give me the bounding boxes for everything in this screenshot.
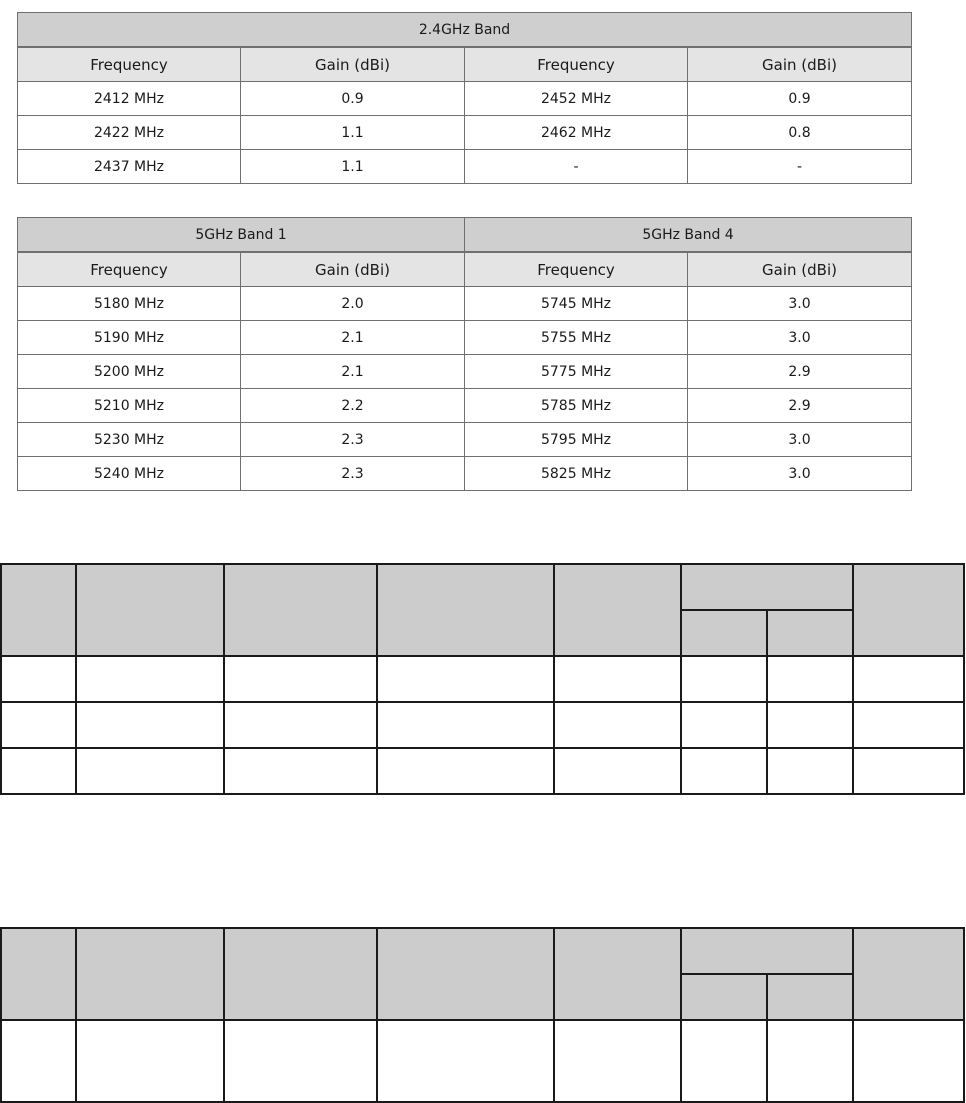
header-cell [554,564,681,656]
table-cell [76,702,224,748]
table-cell [76,1020,224,1102]
frequency-cell: 5230 MHz [18,423,241,457]
table-row [18,457,912,491]
column-header-frequency: Frequency [18,252,241,287]
table-cell [1,656,76,702]
table-row [1,1020,964,1102]
gain-cell: 3.0 [688,321,912,355]
table-cell [681,1020,767,1102]
frequency-cell: 5200 MHz [18,355,241,389]
table-cell [767,702,853,748]
band-header-row [18,218,912,253]
gain-cell: 2.1 [241,355,465,389]
table-cell [377,748,554,794]
header-cell [1,928,76,1020]
gain-cell: 2.0 [241,287,465,321]
table-row [18,355,912,389]
frequency-cell: 5180 MHz [18,287,241,321]
table-cell [224,748,377,794]
empty-table-2 [0,927,965,1103]
header-group-cell [681,564,853,610]
gain-cell: 2.9 [688,355,912,389]
gain-cell: 2.3 [241,423,465,457]
table-row [1,656,964,702]
table-cell [681,656,767,702]
table-row [1,748,964,794]
table-cell [853,702,964,748]
table-cell [1,1020,76,1102]
table-row [18,389,912,423]
table-cell [554,748,681,794]
table-cell [224,656,377,702]
empty-table-1 [0,563,965,795]
table-cell [853,1020,964,1102]
column-header-frequency: Frequency [465,47,688,82]
table-cell [767,1020,853,1102]
header-row [1,564,964,610]
table-cell [554,702,681,748]
column-header-gain: Gain (dBi) [241,47,465,82]
table-cell [681,748,767,794]
column-header-frequency: Frequency [465,252,688,287]
subheader-cell [767,610,853,656]
header-cell [76,564,224,656]
gain-cell: 0.9 [688,82,912,116]
table-cell [377,656,554,702]
frequency-cell: 2452 MHz [465,82,688,116]
header-cell [554,928,681,1020]
gain-cell: 0.9 [241,82,465,116]
gain-cell: 1.1 [241,150,465,184]
table-cell [1,702,76,748]
column-header-row [18,47,912,82]
frequency-cell: 2462 MHz [465,116,688,150]
table-row [1,702,964,748]
subheader-cell [681,974,767,1020]
frequency-cell: 2437 MHz [18,150,241,184]
frequency-cell: 2422 MHz [18,116,241,150]
gain-cell: 3.0 [688,457,912,491]
table-cell [767,748,853,794]
table-row [18,82,912,116]
frequency-cell: 5190 MHz [18,321,241,355]
table-cell [681,702,767,748]
header-cell [224,928,377,1020]
table-cell [377,702,554,748]
frequency-cell: 5210 MHz [18,389,241,423]
gain-table-2-4ghz [17,12,912,184]
gain-cell: 1.1 [241,116,465,150]
table-cell [554,1020,681,1102]
band-title-5ghz-band-4: 5GHz Band 4 [465,218,912,253]
table-row [18,150,912,184]
frequency-cell: 5785 MHz [465,389,688,423]
subheader-cell [767,974,853,1020]
frequency-cell: 5755 MHz [465,321,688,355]
table-cell [224,1020,377,1102]
gain-table-5ghz [17,217,912,491]
column-header-gain: Gain (dBi) [241,252,465,287]
frequency-cell: 5745 MHz [465,287,688,321]
table-cell [76,748,224,794]
table-row [18,423,912,457]
column-header-row [18,252,912,287]
header-cell [853,564,964,656]
band-header-row [18,13,912,48]
header-cell [1,564,76,656]
frequency-cell: 5795 MHz [465,423,688,457]
header-cell [76,928,224,1020]
gain-cell: 0.8 [688,116,912,150]
table-cell [377,1020,554,1102]
gain-cell: 2.1 [241,321,465,355]
gain-cell: - [688,150,912,184]
gain-cell: 3.0 [688,287,912,321]
table-cell [554,656,681,702]
header-cell [377,564,554,656]
frequency-cell: - [465,150,688,184]
table-row [18,287,912,321]
gain-cell: 3.0 [688,423,912,457]
table-cell [853,748,964,794]
table-cell [767,656,853,702]
table-cell [1,748,76,794]
band-title-5ghz-band-1: 5GHz Band 1 [18,218,465,253]
table-cell [224,702,377,748]
table-row [18,321,912,355]
header-cell [377,928,554,1020]
header-row [1,928,964,974]
header-group-cell [681,928,853,974]
table-cell [76,656,224,702]
column-header-gain: Gain (dBi) [688,47,912,82]
band-title-2-4ghz: 2.4GHz Band [18,13,912,48]
subheader-cell [681,610,767,656]
column-header-frequency: Frequency [18,47,241,82]
frequency-cell: 5825 MHz [465,457,688,491]
header-cell [224,564,377,656]
gain-cell: 2.3 [241,457,465,491]
gain-cell: 2.9 [688,389,912,423]
column-header-gain: Gain (dBi) [688,252,912,287]
table-row [18,116,912,150]
frequency-cell: 5775 MHz [465,355,688,389]
table-cell [853,656,964,702]
frequency-cell: 2412 MHz [18,82,241,116]
frequency-cell: 5240 MHz [18,457,241,491]
header-cell [853,928,964,1020]
gain-cell: 2.2 [241,389,465,423]
